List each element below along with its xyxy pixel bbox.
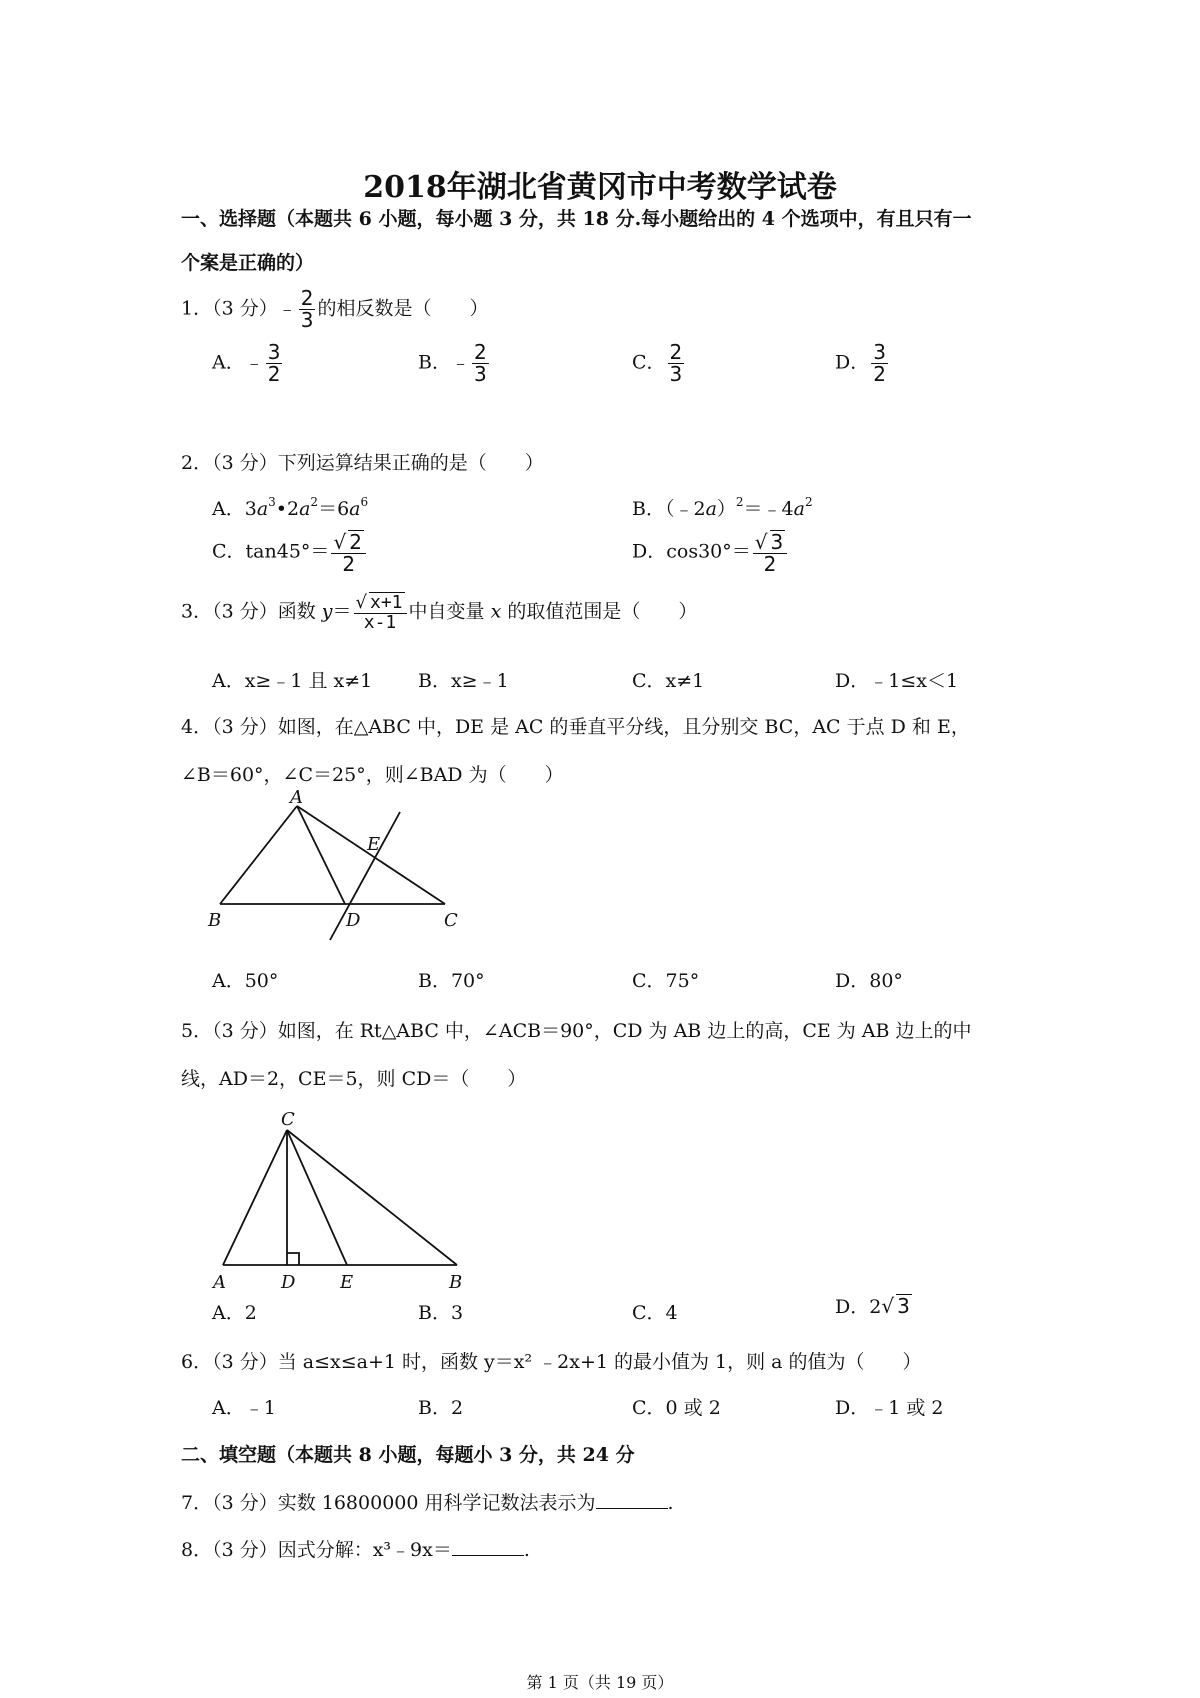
question-2: 2．（3 分）下列运算结果正确的是（ ） (181, 452, 544, 474)
page-title: 2018年湖北省黄冈市中考数学试卷 (363, 170, 837, 205)
q5-right-triangle-figure (205, 1108, 475, 1293)
q2-option-d[interactable]: D．cos30°＝ $\frac{√ 3}{2}$ (632, 530, 789, 575)
section1-heading-line2: 个案是正确的） (181, 252, 315, 274)
question-6: 6．（3 分）当 a≤x≤a+1 时，函数 y＝x² ﹣2x+1 的最小值为 1，则 a 的值为（ ） (181, 1351, 922, 1373)
q4-label-d: D (346, 910, 361, 931)
q2-option-c[interactable]: C．tan45°＝ $\frac{√ 2}{2}$ (212, 530, 368, 575)
q4-option-a[interactable]: A．50° (212, 970, 279, 992)
section1-heading-line1: 一、选择题（本题共 6 小题，每小题 3 分，共 18 分.每小题给出的 4 个选项中，有且只有一 (181, 208, 972, 230)
question-1: 1．（3 分）﹣ $\frac{2}{3}$ 的相反数是（ ） (181, 286, 489, 332)
q3-option-a[interactable]: A．x≥﹣1 且 x≠1 (212, 670, 373, 692)
q4-option-c[interactable]: C．75° (632, 970, 700, 992)
q4-label-e: E (367, 834, 381, 855)
q6-option-a[interactable]: A．﹣1 (212, 1397, 276, 1419)
section2-heading: 二、填空题（本题共 8 小题，每题小 3 分，共 24 分 (181, 1444, 635, 1466)
q5-label-e: E (340, 1272, 354, 1293)
q5-label-a: A (213, 1272, 226, 1293)
q3-option-b[interactable]: B．x≥﹣1 (418, 670, 509, 692)
q4-triangle-figure (200, 790, 480, 950)
q6-option-d[interactable]: D．﹣1 或 2 (835, 1397, 944, 1419)
question-3: 3．（3 分）函数 y＝ $\frac{√ x+1}{x-1}$ 中自变量 x 的取值范围是（ ） (181, 592, 698, 633)
q1-option-c[interactable]: C． $\frac{2}{3}$ (632, 340, 683, 386)
q6-option-c[interactable]: C．0 或 2 (632, 1397, 721, 1419)
q2-option-a[interactable]: A．$3a^3•2a^2=6a^6$ (212, 495, 369, 520)
q3-option-c[interactable]: C．x≠1 (632, 670, 705, 692)
q4-label-b: B (208, 910, 222, 931)
q5-option-d[interactable]: D．2√ 3 (835, 1294, 910, 1318)
question-5-line1: 5．（3 分）如图，在 Rt△ABC 中，∠ACB＝90°，CD 为 AB 边上的高，CE 为 AB 边上的中 (181, 1020, 972, 1042)
q4-option-b[interactable]: B．70° (418, 970, 485, 992)
q5-option-c[interactable]: C．4 (632, 1302, 678, 1324)
question-4-line2: ∠B＝60°，∠C＝25°，则∠BAD 为（ ） (181, 764, 564, 786)
q4-option-d[interactable]: D．80° (835, 970, 903, 992)
q3-option-d[interactable]: D．﹣1≤x＜1 (835, 670, 959, 692)
q5-label-c: C (281, 1109, 295, 1130)
question-4-line1: 4．（3 分）如图，在△ABC 中，DE 是 AC 的垂直平分线，且分别交 BC，AC 于点 D 和 E， (181, 716, 970, 738)
q5-label-d: D (281, 1272, 296, 1293)
question-7: 7．（3 分）实数 16800000 用科学记数法表示为 . (181, 1492, 674, 1514)
q4-label-c: C (444, 910, 458, 931)
q5-option-b[interactable]: B．3 (418, 1302, 464, 1324)
q1-option-a[interactable]: A．﹣ $\frac{3}{2}$ (212, 340, 281, 386)
q2-option-b[interactable]: B．$(﹣2a)^2=﹣4a^2$ (632, 495, 813, 520)
question-5-line2: 线，AD＝2，CE＝5，则 CD＝（ ） (181, 1068, 527, 1090)
question-8: 8．（3 分）因式分解：x³﹣9x＝ . (181, 1539, 530, 1561)
q1-option-b[interactable]: B．﹣ $\frac{2}{3}$ (418, 340, 487, 386)
page-footer: 第 1 页（共 19 页） (526, 1673, 674, 1692)
q1-option-d[interactable]: D． $\frac{3}{2}$ (835, 340, 886, 386)
q5-option-a[interactable]: A．2 (212, 1302, 257, 1324)
q7-answer-blank[interactable] (596, 1490, 668, 1509)
q8-answer-blank[interactable] (452, 1537, 524, 1556)
q4-label-a: A (290, 790, 303, 808)
q5-label-b: B (449, 1272, 463, 1293)
q6-option-b[interactable]: B．2 (418, 1397, 464, 1419)
